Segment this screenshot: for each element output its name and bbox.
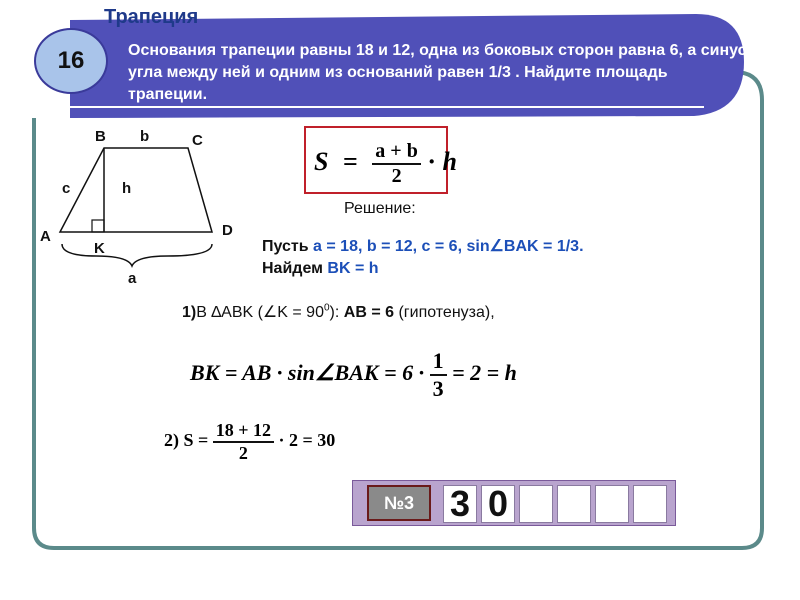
formula-fraction: [372, 140, 421, 188]
problem-number-badge: 16: [34, 28, 108, 94]
base-a-label: a: [128, 270, 137, 287]
formula-h: h: [442, 146, 457, 176]
area-formula-box: [304, 126, 457, 194]
page-title: Трапеция: [104, 6, 199, 28]
vertex-c-label: C: [192, 132, 203, 149]
given-values: a = 18, b = 12, c = 6, sin∠BAK = 1/3.: [313, 238, 584, 255]
solution-heading: Решение:: [344, 200, 416, 217]
step1-text: В ∆ABK (∠K = 90: [196, 304, 324, 321]
answer-cell-5[interactable]: [595, 485, 629, 523]
eq2-numerator: 18 + 12: [213, 420, 274, 443]
eq1-denominator: 3: [432, 376, 444, 401]
vertex-d-label: D: [222, 222, 233, 239]
find-line: [262, 260, 379, 278]
eq2-left: 2) S =: [164, 430, 209, 451]
height-h-label: h: [122, 180, 132, 197]
eq1-left: BK = AB · sin∠BAK = 6 ·: [190, 360, 425, 386]
task-number-button[interactable]: №3: [367, 485, 431, 521]
answer-cell-6[interactable]: [633, 485, 667, 523]
eq1-fraction: [430, 348, 447, 402]
answer-cell-1[interactable]: 3: [443, 485, 477, 523]
side-b-label: b: [140, 128, 150, 145]
formula-eq: =: [342, 146, 358, 176]
find-prefix: Найдем: [262, 260, 323, 277]
eq1-right: = 2 = h: [452, 360, 517, 386]
vertex-a-label: A: [40, 228, 51, 245]
point-k-label: K: [94, 240, 105, 257]
formula-s: S: [314, 146, 329, 176]
answer-cell-2[interactable]: 0: [481, 485, 515, 523]
equation-2: [164, 420, 335, 464]
eq2-denominator: 2: [238, 443, 248, 463]
answer-cell-3[interactable]: [519, 485, 553, 523]
step1-degree: 0: [323, 302, 330, 314]
formula-numerator: a + b: [372, 140, 421, 165]
equation-1: [190, 348, 517, 402]
step1-ab: AB = 6: [343, 304, 395, 321]
eq1-numerator: 1: [430, 348, 447, 376]
given-line: [262, 236, 584, 256]
step1-note: (гипотенуза),: [394, 304, 495, 321]
formula-dot: ·: [427, 146, 436, 176]
eq2-fraction: [213, 420, 274, 464]
side-c-label: c: [62, 180, 71, 197]
step1-tail: ):: [329, 304, 344, 321]
answer-panel: [352, 480, 676, 526]
formula-denominator: 2: [391, 165, 402, 187]
step1-prefix: 1): [182, 304, 197, 321]
eq2-right: · 2 = 30: [278, 430, 336, 451]
find-value: BK = h: [327, 260, 379, 277]
given-prefix: Пусть: [262, 238, 309, 255]
step1-line: [182, 302, 495, 322]
vertex-b-label: B: [95, 128, 106, 145]
answer-cell-4[interactable]: [557, 485, 591, 523]
problem-text: Основания трапеции равны 18 и 12, одна из боковых сторон равна 6, а синус угла между ней и одним из оснований равен 1/3 . Найдите площадь трапеции.: [128, 42, 747, 103]
